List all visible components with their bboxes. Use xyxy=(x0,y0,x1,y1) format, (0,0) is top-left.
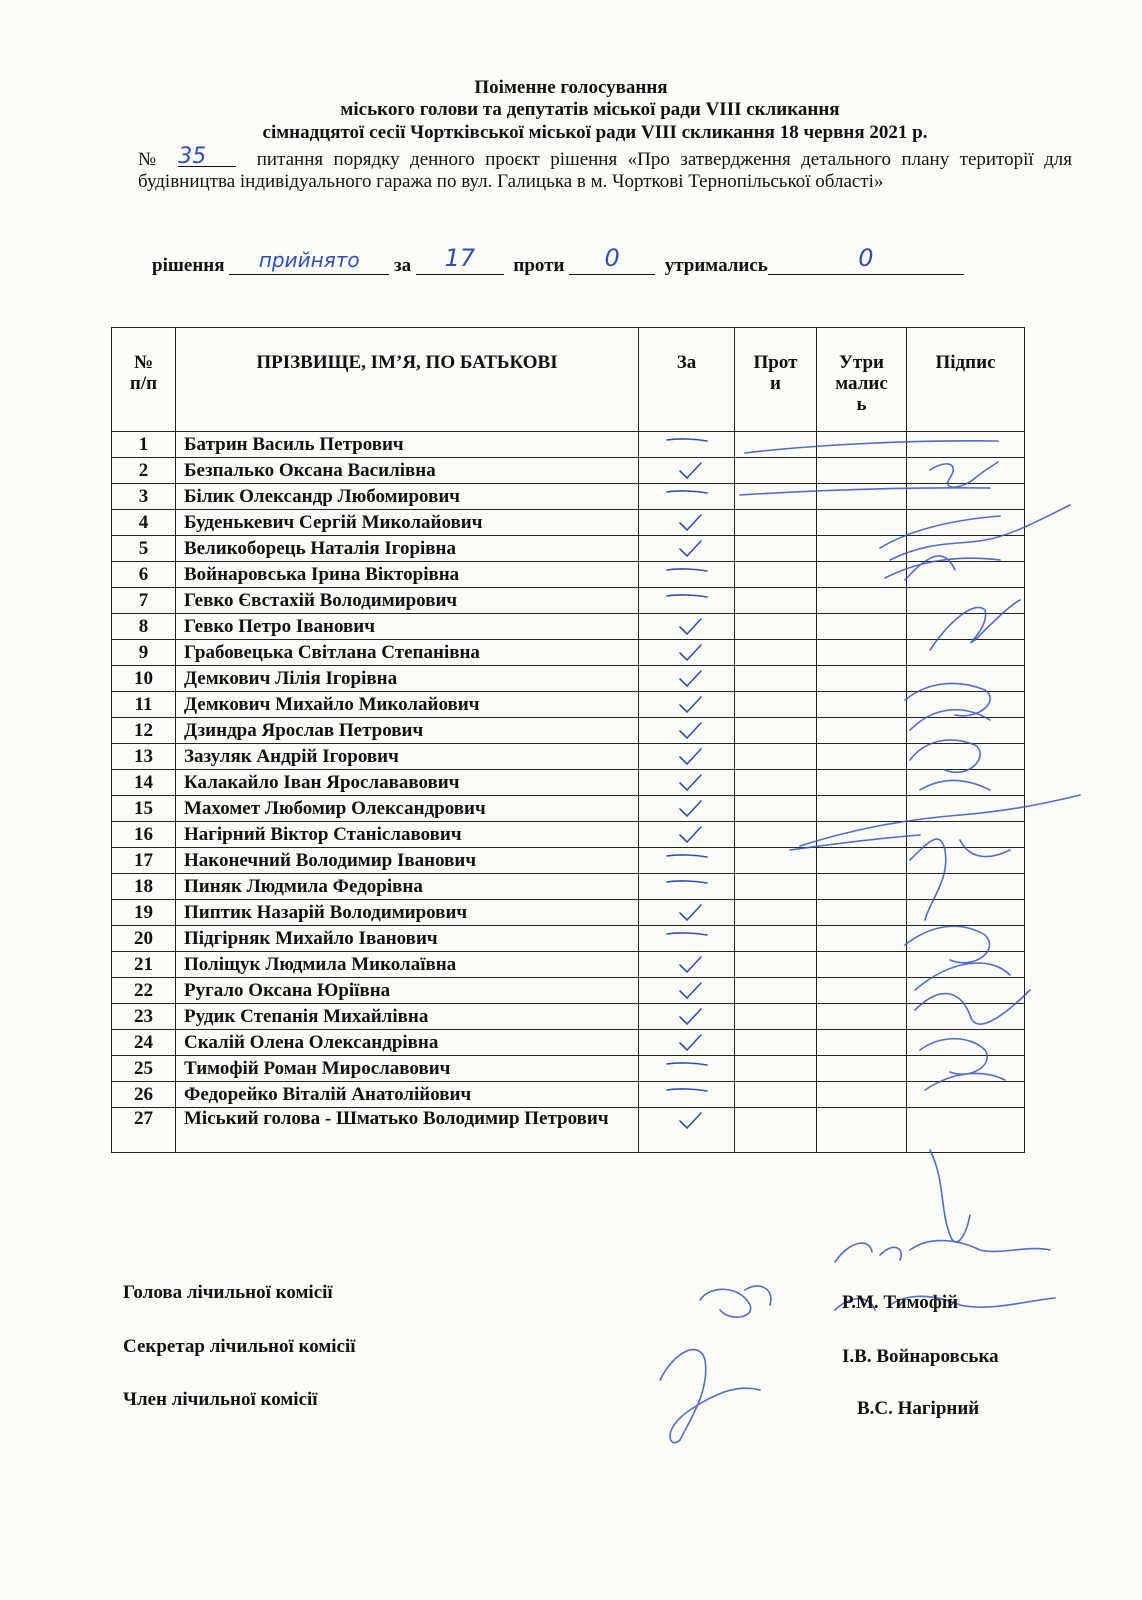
row-number: 26 xyxy=(112,1082,176,1108)
table-row xyxy=(112,822,1025,848)
row-name: Пиптик Назарій Володимирович xyxy=(176,900,639,926)
table-row xyxy=(112,614,1025,640)
col-name: ПРІЗВИЩЕ, ІМ’Я, ПО БАТЬКОВІ xyxy=(176,328,639,432)
row-number: 24 xyxy=(112,1030,176,1056)
signature-cell xyxy=(907,614,1025,640)
row-name: Рудик Степанія Михайлівна xyxy=(176,1004,639,1030)
check-mark-icon xyxy=(677,1033,703,1053)
row-number: 23 xyxy=(112,1004,176,1030)
check-mark-icon xyxy=(677,539,703,559)
vote-for-cell xyxy=(639,1108,735,1153)
row-number: 12 xyxy=(112,718,176,744)
issue-prefix: № xyxy=(138,149,162,170)
abstained-label: утримались xyxy=(664,255,768,276)
row-number: 16 xyxy=(112,822,176,848)
check-mark-icon xyxy=(677,669,703,689)
table-row xyxy=(112,796,1025,822)
vote-abstained-cell xyxy=(817,1004,907,1030)
row-name: Наконечний Володимир Іванович xyxy=(176,848,639,874)
row-name: Тимофій Роман Мирославович xyxy=(176,1056,639,1082)
for-field xyxy=(416,244,504,275)
vote-for-cell xyxy=(639,1082,735,1108)
row-number: 1 xyxy=(112,432,176,458)
signature-cell xyxy=(907,900,1025,926)
title-line-3: сімнадцятої сесії Чортківської міської ради VIII скликання 18 червня 2021 р. xyxy=(262,122,928,143)
signature-cell xyxy=(907,432,1025,458)
title-line-2: міського голови та депутатів міської ради VIII скликання xyxy=(340,99,840,120)
row-number: 20 xyxy=(112,926,176,952)
table-row xyxy=(112,900,1025,926)
row-name: Поліщук Людмила Миколаївна xyxy=(176,952,639,978)
vote-abstained-cell xyxy=(817,614,907,640)
vote-abstained-cell xyxy=(817,926,907,952)
vote-for-cell xyxy=(639,796,735,822)
row-name: Нагірний Віктор Станіславович xyxy=(176,822,639,848)
vote-for-cell xyxy=(639,1056,735,1082)
vote-against-cell xyxy=(735,1056,817,1082)
table-row xyxy=(112,1108,1025,1153)
chair-name: Р.М. Тимофій xyxy=(842,1292,959,1313)
vote-for-cell xyxy=(639,822,735,848)
vote-abstained-cell xyxy=(817,432,907,458)
row-number: 14 xyxy=(112,770,176,796)
row-name: Безпалько Оксана Василівна xyxy=(176,458,639,484)
row-name: Гевко Петро Іванович xyxy=(176,614,639,640)
vote-against-cell xyxy=(735,484,817,510)
check-mark-icon xyxy=(677,825,703,845)
signature-cell xyxy=(907,588,1025,614)
vote-abstained-cell xyxy=(817,484,907,510)
row-name: Демкович Михайло Миколайович xyxy=(176,692,639,718)
vote-abstained-cell xyxy=(817,458,907,484)
vote-against-cell xyxy=(735,848,817,874)
signature-cell xyxy=(907,978,1025,1004)
row-number: 17 xyxy=(112,848,176,874)
vote-for-cell xyxy=(639,1004,735,1030)
vote-for-cell xyxy=(639,432,735,458)
dash-mark-icon xyxy=(665,930,709,938)
col-for: За xyxy=(639,328,735,432)
check-mark-icon xyxy=(677,617,703,637)
signature-cell xyxy=(907,458,1025,484)
table-header xyxy=(112,328,1025,432)
signature-cell xyxy=(907,666,1025,692)
title-line-1: Поіменне голосування xyxy=(474,77,668,98)
vote-abstained-cell xyxy=(817,1108,907,1153)
table-row xyxy=(112,666,1025,692)
vote-abstained-cell xyxy=(817,718,907,744)
table-row xyxy=(112,770,1025,796)
row-name: Зазуляк Андрій Ігорович xyxy=(176,744,639,770)
row-number: 7 xyxy=(112,588,176,614)
dash-mark-icon xyxy=(665,1086,709,1094)
vote-abstained-cell xyxy=(817,536,907,562)
vote-against-cell xyxy=(735,770,817,796)
table-row xyxy=(112,692,1025,718)
dash-mark-icon xyxy=(665,566,709,574)
row-name: Махомет Любомир Олександрович xyxy=(176,796,639,822)
row-name: Міський голова - Шматько Володимир Петрович xyxy=(176,1108,639,1153)
check-mark-icon xyxy=(677,461,703,481)
vote-for-cell xyxy=(639,458,735,484)
check-mark-icon xyxy=(677,955,703,975)
signature-cell xyxy=(907,510,1025,536)
row-number: 21 xyxy=(112,952,176,978)
vote-abstained-cell xyxy=(817,510,907,536)
secretary-label: Секретар лічильної комісії xyxy=(123,1336,356,1357)
signature-cell xyxy=(907,1082,1025,1108)
table-row xyxy=(112,432,1025,458)
signature-cell xyxy=(907,1056,1025,1082)
vote-against-cell xyxy=(735,900,817,926)
vote-abstained-cell xyxy=(817,1056,907,1082)
table-row xyxy=(112,848,1025,874)
row-number: 15 xyxy=(112,796,176,822)
vote-against-cell xyxy=(735,926,817,952)
row-number: 2 xyxy=(112,458,176,484)
check-mark-icon xyxy=(677,903,703,923)
row-name: Калакайло Іван Ярослававович xyxy=(176,770,639,796)
decision-value-field xyxy=(229,248,389,275)
table-row xyxy=(112,1004,1025,1030)
vote-for-cell xyxy=(639,562,735,588)
signature-cell xyxy=(907,1030,1025,1056)
vote-abstained-cell xyxy=(817,640,907,666)
signature-cell xyxy=(907,926,1025,952)
col-against: Прот и xyxy=(735,328,817,432)
member-name: В.С. Нагірний xyxy=(857,1398,980,1419)
vote-against-cell xyxy=(735,952,817,978)
for-label: за xyxy=(394,255,412,276)
dash-mark-icon xyxy=(665,878,709,886)
table-row xyxy=(112,926,1025,952)
vote-for-cell xyxy=(639,952,735,978)
row-name: Підгірняк Михайло Іванович xyxy=(176,926,639,952)
signature-cell xyxy=(907,1004,1025,1030)
check-mark-icon xyxy=(677,981,703,1001)
vote-abstained-cell xyxy=(817,1030,907,1056)
vote-for-cell xyxy=(639,900,735,926)
vote-against-cell xyxy=(735,666,817,692)
decision-value: прийнято xyxy=(258,248,360,272)
vote-abstained-cell xyxy=(817,692,907,718)
vote-for-cell xyxy=(639,926,735,952)
vote-against-cell xyxy=(735,640,817,666)
vote-for-cell xyxy=(639,848,735,874)
for-value: 17 xyxy=(444,244,476,272)
row-number: 25 xyxy=(112,1056,176,1082)
row-name: Демкович Лілія Ігорівна xyxy=(176,666,639,692)
row-number: 13 xyxy=(112,744,176,770)
dash-mark-icon xyxy=(665,852,709,860)
dash-mark-icon xyxy=(665,488,709,496)
vote-abstained-cell xyxy=(817,744,907,770)
vote-against-cell xyxy=(735,744,817,770)
table-row xyxy=(112,1056,1025,1082)
table-row xyxy=(112,874,1025,900)
row-number: 3 xyxy=(112,484,176,510)
row-name: Скалій Олена Олександрівна xyxy=(176,1030,639,1056)
row-number: 22 xyxy=(112,978,176,1004)
vote-against-cell xyxy=(735,510,817,536)
vote-against-cell xyxy=(735,588,817,614)
table-row xyxy=(112,952,1025,978)
row-number: 11 xyxy=(112,692,176,718)
signature-cell xyxy=(907,640,1025,666)
against-label: проти xyxy=(513,255,565,276)
vote-against-cell xyxy=(735,822,817,848)
row-name: Ругало Оксана Юріївна xyxy=(176,978,639,1004)
vote-against-cell xyxy=(735,796,817,822)
vote-abstained-cell xyxy=(817,770,907,796)
signature-cell xyxy=(907,822,1025,848)
check-mark-icon xyxy=(677,721,703,741)
vote-for-cell xyxy=(639,666,735,692)
row-number: 19 xyxy=(112,900,176,926)
table-row xyxy=(112,718,1025,744)
vote-abstained-cell xyxy=(817,822,907,848)
vote-table xyxy=(111,327,1025,1153)
signature-cell xyxy=(907,484,1025,510)
row-number: 5 xyxy=(112,536,176,562)
table-row xyxy=(112,484,1025,510)
vote-against-cell xyxy=(735,562,817,588)
issue-paragraph xyxy=(138,144,1072,193)
vote-for-cell xyxy=(639,640,735,666)
dash-mark-icon xyxy=(665,436,709,444)
check-mark-icon xyxy=(677,643,703,663)
vote-against-cell xyxy=(735,874,817,900)
col-signature: Підпис xyxy=(907,328,1025,432)
decision-label: рішення xyxy=(152,255,225,276)
check-mark-icon xyxy=(677,1007,703,1027)
abstained-value: 0 xyxy=(858,244,874,272)
table-row xyxy=(112,978,1025,1004)
vote-abstained-cell xyxy=(817,666,907,692)
vote-against-cell xyxy=(735,1082,817,1108)
row-name: Грабовецька Світлана Степанівна xyxy=(176,640,639,666)
vote-for-cell xyxy=(639,718,735,744)
vote-for-cell xyxy=(639,978,735,1004)
row-number: 18 xyxy=(112,874,176,900)
row-name: Войнаровська Ірина Вікторівна xyxy=(176,562,639,588)
row-number: 10 xyxy=(112,666,176,692)
signature-cell xyxy=(907,562,1025,588)
vote-for-cell xyxy=(639,614,735,640)
vote-against-cell xyxy=(735,1004,817,1030)
dash-mark-icon xyxy=(665,1060,709,1068)
against-field xyxy=(569,244,655,275)
signature-cell xyxy=(907,536,1025,562)
check-mark-icon xyxy=(677,513,703,533)
issue-number-handwritten: 35 xyxy=(178,144,207,169)
vote-abstained-cell xyxy=(817,978,907,1004)
row-number: 27 xyxy=(112,1108,176,1153)
signature-cell xyxy=(907,692,1025,718)
table-row xyxy=(112,562,1025,588)
signature-cell xyxy=(907,952,1025,978)
vote-abstained-cell xyxy=(817,588,907,614)
row-number: 6 xyxy=(112,562,176,588)
vote-against-cell xyxy=(735,692,817,718)
abstained-field xyxy=(768,244,964,275)
secretary-name: І.В. Войнаровська xyxy=(842,1346,999,1367)
col-abstained: Утри малис ь xyxy=(817,328,907,432)
vote-against-cell xyxy=(735,718,817,744)
vote-abstained-cell xyxy=(817,562,907,588)
table-row xyxy=(112,1082,1025,1108)
row-number: 4 xyxy=(112,510,176,536)
vote-against-cell xyxy=(735,432,817,458)
table-row xyxy=(112,744,1025,770)
table-row xyxy=(112,588,1025,614)
row-name: Федорейко Віталій Анатолійович xyxy=(176,1082,639,1108)
vote-abstained-cell xyxy=(817,952,907,978)
signature-cell xyxy=(907,1108,1025,1153)
vote-for-cell xyxy=(639,588,735,614)
vote-for-cell xyxy=(639,692,735,718)
row-number: 9 xyxy=(112,640,176,666)
vote-for-cell xyxy=(639,744,735,770)
issue-number xyxy=(178,144,236,169)
issue-text: питання порядку денного проєкт рішення «Про затвердження детального плану території для будівництва індивідуального гаража по вул. Галицька в м. Чорткові Тернопільської області» xyxy=(138,149,1072,192)
vote-against-cell xyxy=(735,614,817,640)
check-mark-icon xyxy=(677,773,703,793)
vote-abstained-cell xyxy=(817,848,907,874)
signature-cell xyxy=(907,874,1025,900)
table-row xyxy=(112,536,1025,562)
row-name: Батрин Василь Петрович xyxy=(176,432,639,458)
col-number: № п/п xyxy=(112,328,176,432)
check-mark-icon xyxy=(677,695,703,715)
vote-for-cell xyxy=(639,510,735,536)
row-name: Гевко Євстахій Володимирович xyxy=(176,588,639,614)
vote-for-cell xyxy=(639,770,735,796)
check-mark-icon xyxy=(677,747,703,767)
against-value: 0 xyxy=(604,244,620,272)
member-label: Член лічильної комісії xyxy=(123,1389,318,1410)
vote-for-cell xyxy=(639,874,735,900)
vote-against-cell xyxy=(735,1030,817,1056)
table-row xyxy=(112,458,1025,484)
vote-for-cell xyxy=(639,1030,735,1056)
vote-against-cell xyxy=(735,978,817,1004)
row-name: Білик Олександр Любомирович xyxy=(176,484,639,510)
row-name: Дзиндра Ярослав Петрович xyxy=(176,718,639,744)
row-number: 8 xyxy=(112,614,176,640)
row-name: Великоборець Наталія Ігорівна xyxy=(176,536,639,562)
signature-cell xyxy=(907,848,1025,874)
vote-for-cell xyxy=(639,536,735,562)
vote-abstained-cell xyxy=(817,900,907,926)
vote-against-cell xyxy=(735,1108,817,1153)
vote-abstained-cell xyxy=(817,796,907,822)
chair-label: Голова лічильної комісії xyxy=(123,1282,333,1303)
vote-abstained-cell xyxy=(817,874,907,900)
dash-mark-icon xyxy=(665,592,709,600)
vote-for-cell xyxy=(639,484,735,510)
signature-cell xyxy=(907,770,1025,796)
table-row xyxy=(112,510,1025,536)
check-mark-icon xyxy=(677,799,703,819)
row-name: Пиняк Людмила Федорівна xyxy=(176,874,639,900)
vote-against-cell xyxy=(735,536,817,562)
row-name: Буденькевич Сергій Миколайович xyxy=(176,510,639,536)
signature-cell xyxy=(907,744,1025,770)
table-row xyxy=(112,1030,1025,1056)
table-row xyxy=(112,640,1025,666)
vote-against-cell xyxy=(735,458,817,484)
signature-cell xyxy=(907,718,1025,744)
decision-line xyxy=(152,244,964,277)
signature-cell xyxy=(907,796,1025,822)
vote-abstained-cell xyxy=(817,1082,907,1108)
check-mark-icon xyxy=(677,1111,703,1131)
